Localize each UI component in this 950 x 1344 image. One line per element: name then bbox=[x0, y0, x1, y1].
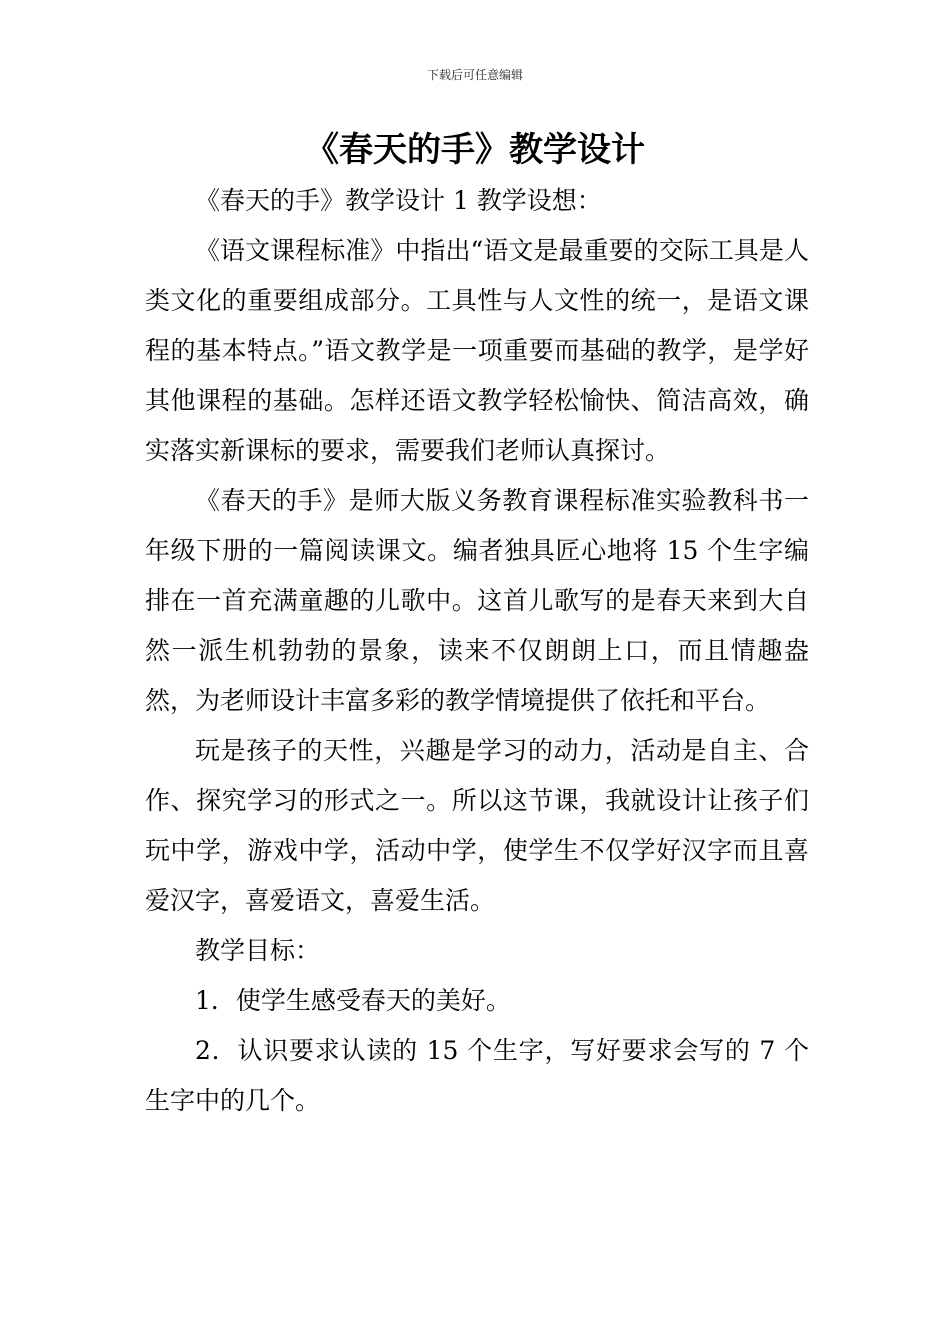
paragraph-design-idea: 玩是孩子的天性，兴趣是学习的动力，活动是自主、合作、探究学习的形式之一。所以这节课，我就设计让孩子们玩中学，游戏中学，活动中学，使学生不仅学好汉字而且喜爱汉字，喜爱语文，喜爱生活。 bbox=[145, 736, 809, 915]
document-title: 《春天的手》教学设计 bbox=[305, 130, 645, 170]
header-note: 下载后可任意编辑 bbox=[426, 68, 523, 82]
paragraph-text-analysis: 《春天的手》是师大版义务教育课程标准实验教科书一年级下册的一篇阅读课文。编者独具匠心地将 15 个生字编排在一首充满童趣的儿歌中。这首儿歌写的是春天来到大自然一派生机勃勃的景象，读来不仅朗朗上口，而且情趣盎然，为老师设计丰富多彩的教学情境提供了依托和平台。 bbox=[145, 486, 809, 715]
paragraph-curriculum-standard: 《语文课程标准》中指出“语文是最重要的交际工具是人类文化的重要组成部分。工具性与人文性的统一，是语文课程的基本特点。”语文教学是一项重要而基础的教学，是学好其他课程的基础。怎样还语文教学轻松愉快、简洁高效，确实落实新课标的要求，需要我们老师认真探讨。 bbox=[145, 236, 809, 465]
paragraph-objective-1: 1．使学生感受春天的美好。 bbox=[195, 986, 511, 1015]
document-body bbox=[145, 176, 809, 1126]
paragraph-objectives-heading: 教学目标： bbox=[195, 936, 321, 965]
paragraph-objective-2: 2．认识要求认读的 15 个生字，写好要求会写的 7 个生字中的几个。 bbox=[145, 1036, 809, 1115]
paragraph-intro: 《春天的手》教学设计 1 教学设想： bbox=[195, 186, 602, 215]
